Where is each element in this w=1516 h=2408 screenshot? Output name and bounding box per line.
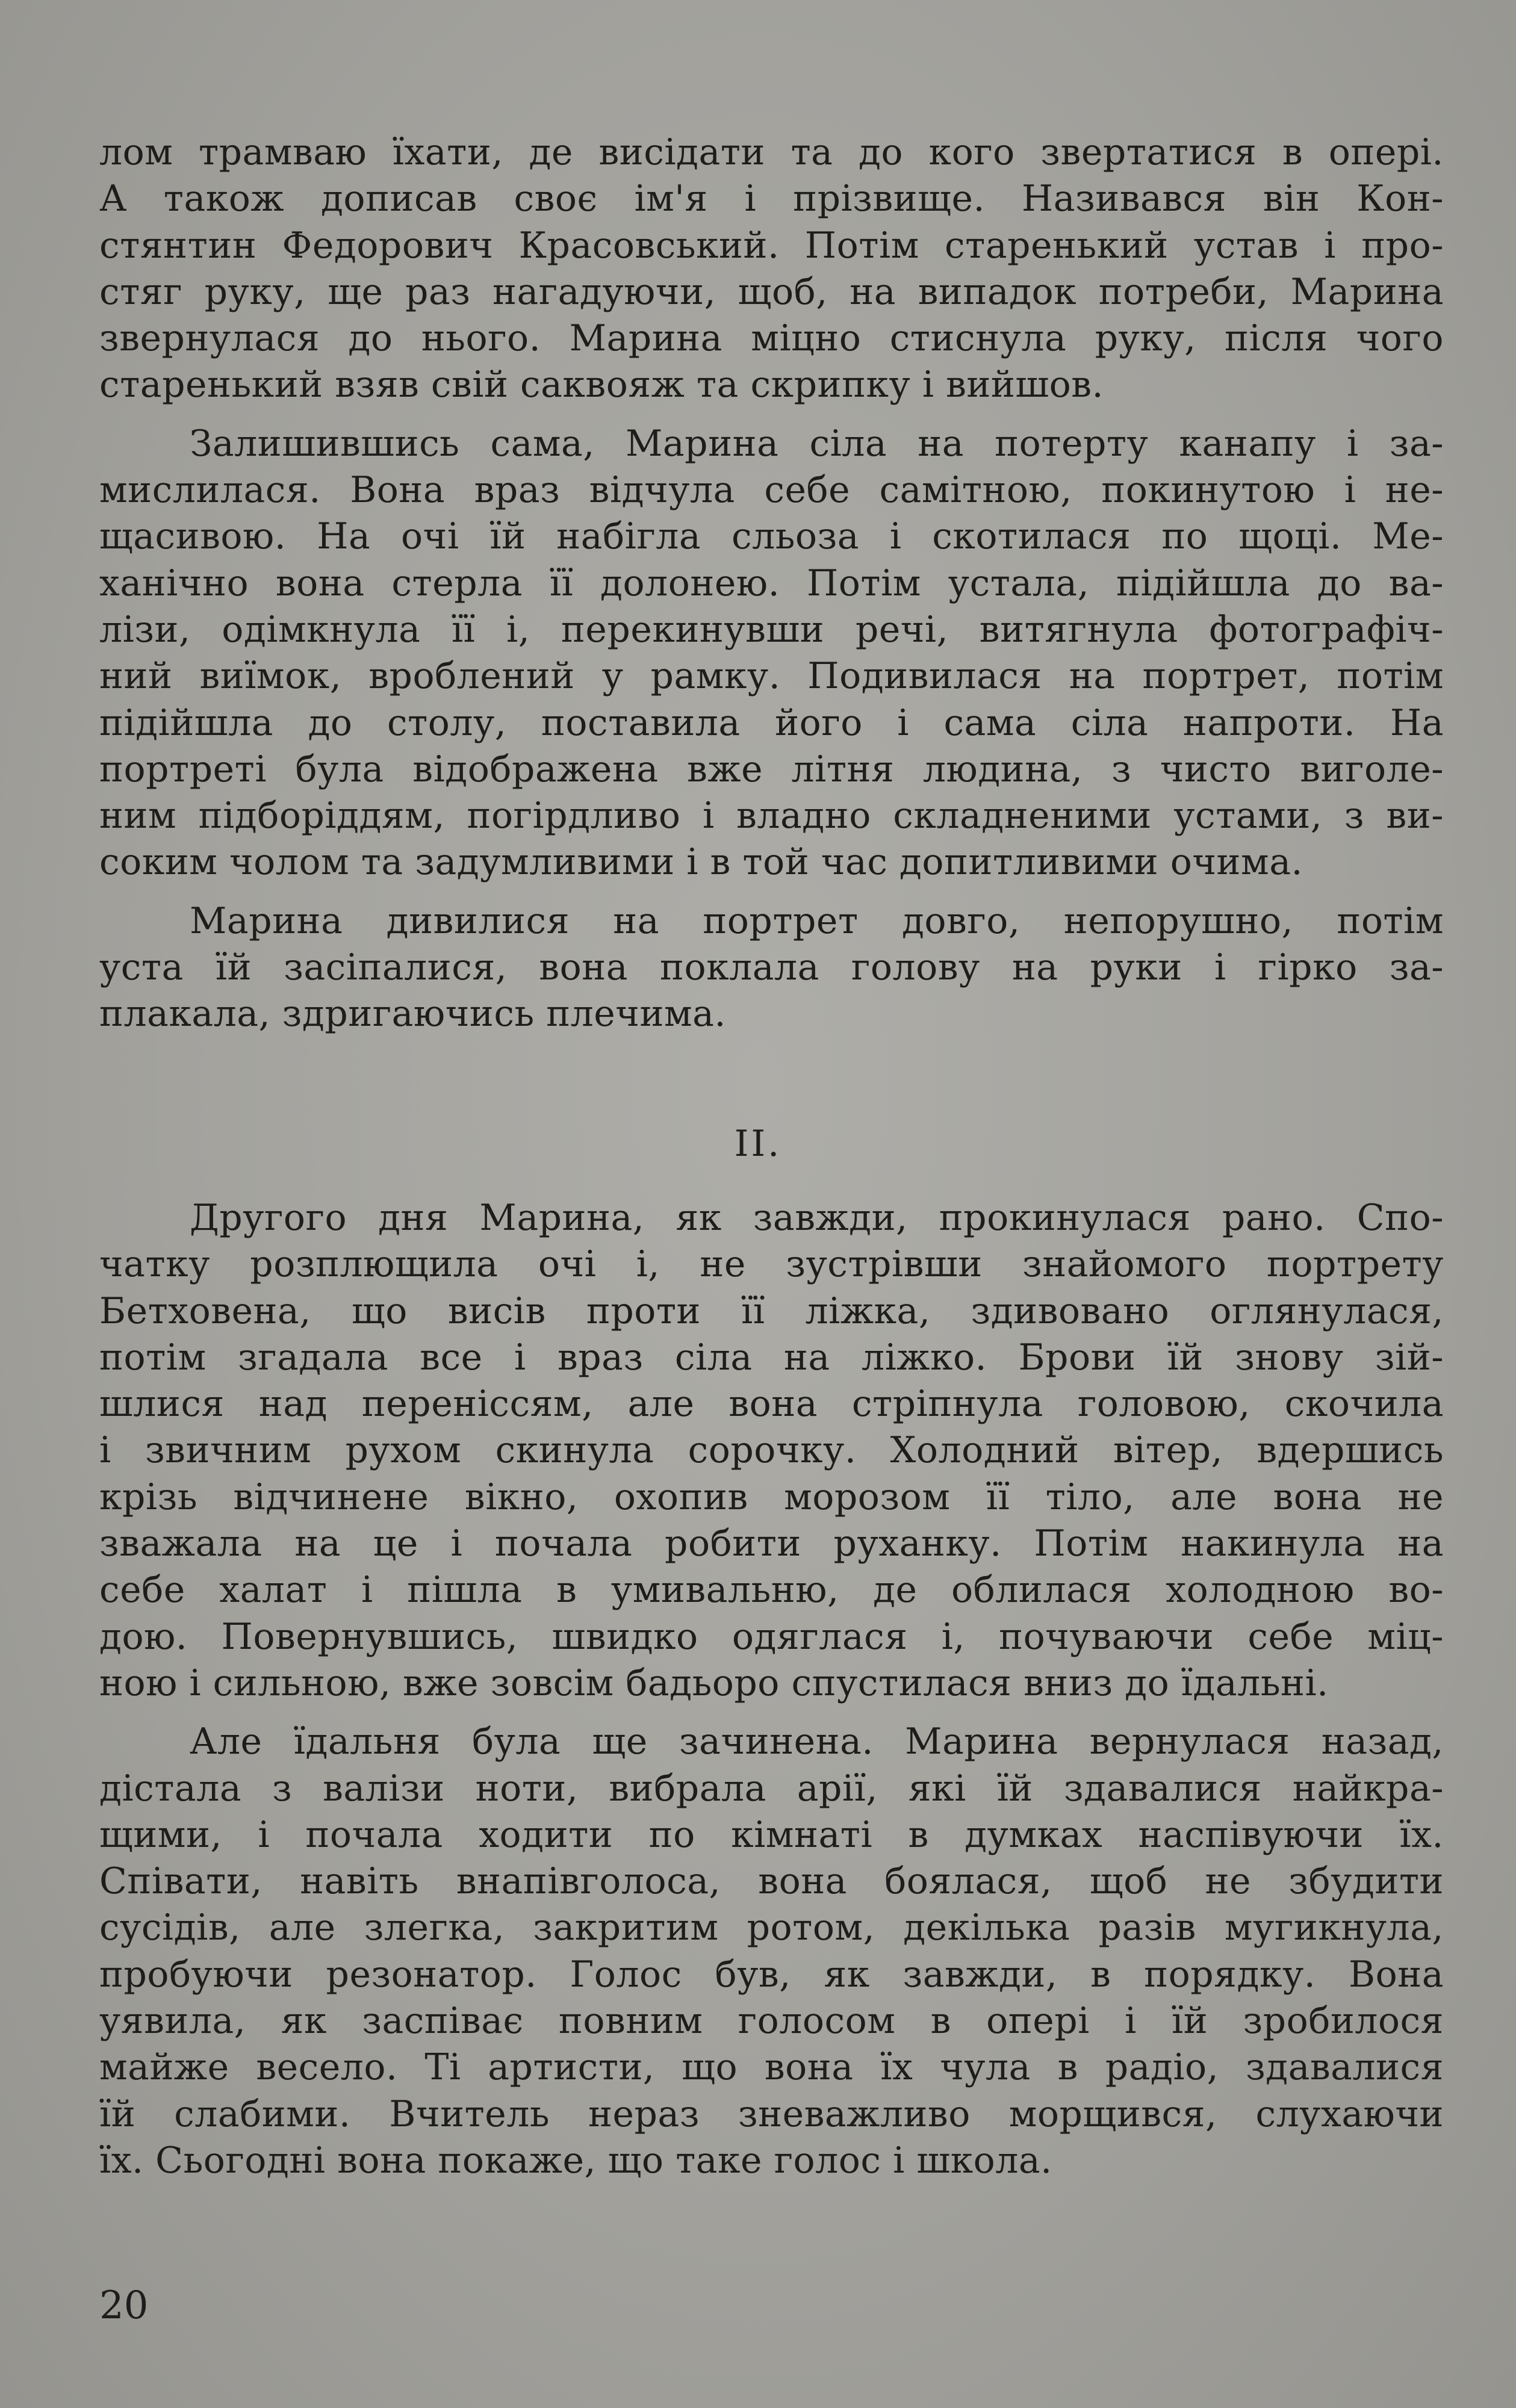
text-line: Залишившись сама, Марина сіла на потерту канапу і за- [190,422,1444,465]
text-line: дою. Повернувшись, швидко одяглася і, почуваючи себе міц- [99,1615,1444,1658]
text-line: Другого дня Марина, як завжди, прокинулася рано. Спо- [190,1197,1444,1239]
text-line: звернулася до нього. Марина міцно стиснула руку, після чого [99,317,1444,360]
text-block-top [99,129,1444,1038]
text-line: майже весело. Ті артисти, що вона їх чула в радіо, здавалися [99,2046,1444,2089]
paragraph [99,1195,1444,1707]
page-number: 20 [99,2283,149,2328]
text-line: старенький взяв свій саквояж та скрипку і вийшов. [99,364,1104,406]
text-line: лізи, одімкнула її і, перекинувши речі, витягнула фотографіч- [99,608,1444,651]
paragraph [99,898,1444,1038]
text-line: Марина дивилися на портрет довго, непорушно, потім [190,899,1444,942]
text-line: лом трамваю їхати, де висідати та до кого звертатися в опері. [99,131,1444,173]
text-line: себе халат і пішла в умивальню, де облилася холодною во- [99,1569,1444,1612]
text-line: крізь відчинене вікно, охопив морозом її тіло, але вона не [99,1476,1444,1518]
text-line: пробуючи резонатор. Голос був, як завжди, в порядку. Вона [99,1953,1444,1996]
text-line: ною і сильною, вже зовсім бадьоро спустилася вниз до їдальні. [99,1662,1329,1704]
text-line: підійшла до столу, поставила його і сама сіла напроти. На [99,701,1444,744]
text-line: і звичним рухом скинула сорочку. Холодний вітер, вдершись [99,1429,1444,1472]
text-line: Бетховена, що висів проти її ліжка, здивовано оглянулася, [99,1289,1444,1332]
text-line: плакала, здригаючись плечима. [99,993,726,1035]
text-line: їй слабими. Вчитель нераз зневажливо морщився, слухаючи [99,2093,1444,2135]
paragraph [99,129,1444,409]
text-line: зважала на це і почала робити руханку. Потім накинула на [99,1522,1444,1565]
text-line: ханічно вона стерла її долонею. Потім устала, підійшла до ва- [99,562,1444,604]
text-line: шлися над переніссям, але вона стріпнула головою, скочила [99,1383,1444,1426]
chapter-heading: II. [734,1123,782,1165]
text-line: стяг руку, ще раз нагадуючи, щоб, на випадок потреби, Марина [99,270,1444,313]
text-line: сусідів, але злегка, закритим ротом, декілька разів мугикнула, [99,1907,1444,1949]
text-line: їх. Сьогодні вона покаже, що таке голос і школа. [99,2139,1052,2182]
text-line: А також дописав своє ім'я і прізвище. Називався він Кон- [99,178,1444,220]
text-line: дістала з валізи ноти, вибрала арії, які їй здавалися найкра- [99,1767,1444,1810]
text-line: соким чолом та задумливими і в той час допитливими очима. [99,841,1303,884]
text-line: уявила, як заспіває повним голосом в опері і їй зробилося [99,2000,1444,2043]
text-line: щасивою. На очі їй набігла сльоза і скотилася по щоці. Ме- [99,515,1444,558]
text-line: портреті була відображена вже літня людина, з чисто виголе- [99,748,1444,790]
paragraph-gap [99,409,1444,421]
text-line: ний виїмок, вроблений у рамку. Подивилася на портрет, потім [99,655,1444,698]
paragraph [99,421,1444,886]
text-line: Співати, навіть внапівголоса, вона боялася, щоб не збудити [99,1860,1444,1903]
text-line: потім згадала все і враз сіла на ліжко. Брови їй знову зій- [99,1336,1444,1379]
text-line: щими, і почала ходити по кімнаті в думках наспівуючи їх. [99,1813,1444,1856]
text-line: чатку розплющила очі і, не зустрівши знайомого портрету [99,1243,1444,1286]
text-line: мислилася. Вона враз відчула себе самітною, покинутою і не- [99,469,1444,512]
text-line: уста їй засіпалися, вона поклала голову на руки і гірко за- [99,946,1444,989]
text-line: Але їдальня була ще зачинена. Марина вернулася назад, [190,1721,1444,1763]
text-block-bottom [99,1195,1444,2184]
paragraph [99,1719,1444,2184]
paragraph-gap [99,1707,1444,1719]
text-line: ним підборіддям, погірдливо і владно складненими устами, з ви- [99,795,1444,837]
paragraph-gap [99,886,1444,898]
text-line: стянтин Федорович Красовський. Потім старенький устав і про- [99,224,1444,267]
